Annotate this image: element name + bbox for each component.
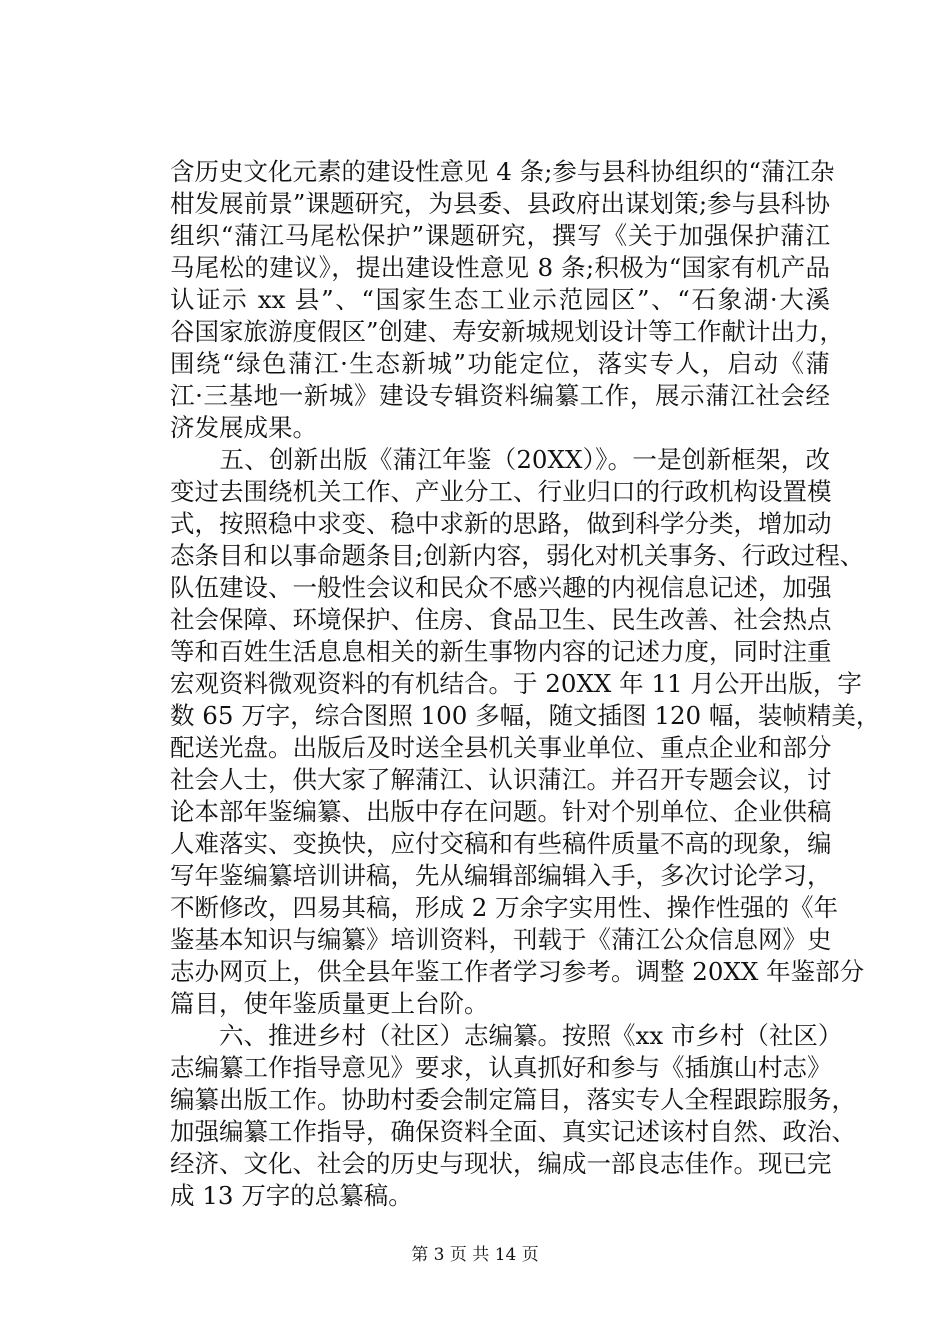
text-line: 志办网页上，供全县年鉴工作者学习参考。调整 20XX 年鉴部分 xyxy=(170,957,865,986)
text-line: 含历史文化元素的建设性意见 4 条;参与县科协组织的“蒲江杂 xyxy=(170,157,835,186)
text-line: 写年鉴编纂培训讲稿，先从编辑部编辑入手，多次讨论学习， xyxy=(170,861,832,890)
text-line: 鉴基本知识与编纂》培训资料，刊载于《蒲江公众信息网》史 xyxy=(170,925,832,954)
text-line: 论本部年鉴编纂、出版中存在问题。针对个别单位、企业供稿 xyxy=(170,797,832,826)
text-line: 社会保障、环境保护、住房、食品卫生、民生改善、社会热点 xyxy=(170,605,832,634)
text-line: 数 65 万字，综合图照 100 多幅，随文插图 120 幅，装帧精美， xyxy=(170,701,881,730)
text-line: 态条目和以事命题条目;创新内容，弱化对机关事务、行政过程、 xyxy=(170,541,865,570)
text-line: 篇目，使年鉴质量更上台阶。 xyxy=(170,989,489,1018)
text-line: 社会人士，供大家了解蒲江、认识蒲江。并召开专题会议，讨 xyxy=(170,765,832,794)
text-line: 式，按照稳中求变、稳中求新的思路，做到科学分类，增加动 xyxy=(170,509,832,538)
text-line: 人难落实、变换快，应付交稿和有些稿件质量不高的现象，编 xyxy=(170,829,832,858)
text-line: 不断修改，四易其稿，形成 2 万余字实用性、操作性强的《年 xyxy=(170,893,839,922)
text-line: 变过去围绕机关工作、产业分工、行业归口的行政机构设置模 xyxy=(170,477,832,506)
text-line: 五、创新出版《蒲江年鉴（20XX）》。一是创新框架，改 xyxy=(170,445,830,474)
text-line: 宏观资料微观资料的有机结合。于 20XX 年 11 月公开出版，字 xyxy=(170,669,862,698)
text-line: 成 13 万字的总纂稿。 xyxy=(170,1181,413,1210)
text-line: 江·三基地一新城》建设专辑资料编纂工作，展示蒲江社会经 xyxy=(170,381,830,410)
text-line: 编纂出版工作。协助村委会制定篇目，落实专人全程跟踪服务， xyxy=(170,1085,856,1114)
text-line: 等和百姓生活息息相关的新生事物内容的记述力度，同时注重 xyxy=(170,637,832,666)
text-line: 六、推进乡村（社区）志编纂。按照《xx 市乡村（社区） xyxy=(170,1021,843,1050)
page-number-footer: 第 3 页 共 14 页 xyxy=(411,1245,539,1265)
document-body xyxy=(170,156,881,1212)
text-line: 配送光盘。出版后及时送全县机关事业单位、重点企业和部分 xyxy=(170,733,832,762)
text-line: 经济、文化、社会的历史与现状，编成一部良志佳作。现已完 xyxy=(170,1149,832,1178)
text-line: 组织“蒲江马尾松保护”课题研究，撰写《关于加强保护蒲江 xyxy=(170,221,830,250)
text-line: 马尾松的建议》，提出建设性意见 8 条;积极为“国家有机产品 xyxy=(170,253,830,282)
text-line: 谷国家旅游度假区”创建、寿安新城规划设计等工作献计出力， xyxy=(170,317,845,346)
text-line: 济发展成果。 xyxy=(170,413,317,442)
text-line: 认证示 xx 县”、“国家生态工业示范园区”、“石象湖·大溪 xyxy=(170,285,830,314)
text-line: 围绕“绿色蒲江·生态新城”功能定位，落实专人，启动《蒲 xyxy=(170,349,830,378)
text-line: 加强编纂工作指导，确保资料全面、真实记述该村自然、政治、 xyxy=(170,1117,856,1146)
text-line: 柑发展前景”课题研究，为县委、县政府出谋划策;参与县科协 xyxy=(170,189,830,218)
text-line: 队伍建设、一般性会议和民众不感兴趣的内视信息记述，加强 xyxy=(170,573,832,602)
text-line: 志编纂工作指导意见》要求，认真抓好和参与《插旗山村志》 xyxy=(170,1053,832,1082)
